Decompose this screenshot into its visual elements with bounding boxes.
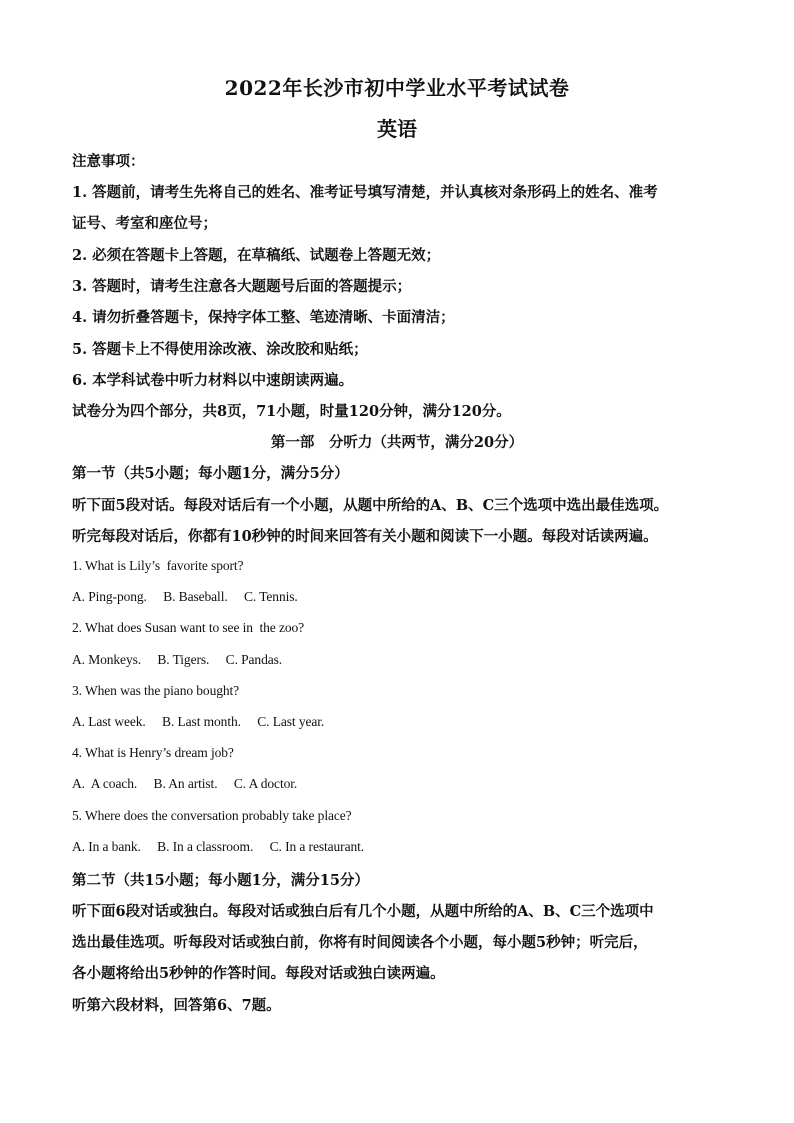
part1-heading: 第一部 分听力（共两节，满分20分）: [270, 434, 524, 451]
exam-summary: 试卷分为四个部分，共8页，71小题，时量120分钟，满分120分。: [72, 403, 511, 420]
section2-instruction: 各小题将给出5秒钟的作答时间。每段对话或独白读两遍。: [72, 965, 445, 982]
notice-heading: 注意事项：: [72, 153, 145, 170]
section2-instruction: 选出最佳选项。听每段对话或独白前，你将有时间阅读各个小题，每小题5秒钟；听完后，: [72, 934, 648, 951]
question-2: 2. What does Susan want to see in the zoo?: [72, 620, 305, 635]
exam-title: 2022年长沙市初中学业水平考试试卷: [224, 76, 570, 100]
section2-heading: 第二节（共15小题；每小题1分，满分15分）: [72, 872, 369, 889]
question-1: 1. What is Lily’s favorite sport?: [72, 558, 244, 573]
question-4-options: A. A coach. B. An artist. C. A doctor.: [72, 776, 298, 791]
question-5-options: A. In a bank. B. In a classroom. C. In a restaurant.: [72, 839, 365, 854]
question-3: 3. When was the piano bought?: [72, 683, 240, 698]
section2-instruction: 听下面6段对话或独白。每段对话或独白后有几个小题，从题中所给的A、B、C三个选项中: [72, 903, 654, 920]
section1-heading: 第一节（共5小题；每小题1分，满分5分）: [72, 465, 349, 482]
notice-item: 1. 答题前，请考生先将自己的姓名、准考证号填写清楚，并认真核对条形码上的姓名、准考: [72, 184, 658, 201]
notice-item: 证号、考室和座位号；: [72, 215, 217, 232]
material-note: 听第六段材料，回答第6、7题。: [72, 997, 281, 1014]
question-3-options: A. Last week. B. Last month. C. Last year.: [72, 714, 325, 729]
question-1-options: A. Ping-pong. B. Baseball. C. Tennis.: [72, 589, 298, 604]
notice-item: 4. 请勿折叠答题卡，保持字体工整、笔迹清晰、卡面清洁；: [72, 309, 455, 326]
notice-item: 6. 本学科试卷中听力材料以中速朗读两遍。: [72, 372, 354, 389]
question-2-options: A. Monkeys. B. Tigers. C. Pandas.: [72, 652, 283, 667]
notice-item: 5. 答题卡上不得使用涂改液、涂改胶和贴纸；: [72, 341, 368, 358]
notice-item: 3. 答题时，请考生注意各大题题号后面的答题提示；: [72, 278, 412, 295]
question-5: 5. Where does the conversation probably take place?: [72, 808, 352, 823]
notice-item: 2. 必须在答题卡上答题，在草稿纸、试题卷上答题无效；: [72, 247, 441, 264]
exam-subject: 英语: [377, 117, 417, 141]
question-4: 4. What is Henry’s dream job?: [72, 745, 234, 760]
section1-instruction: 听下面5段对话。每段对话后有一个小题，从题中所给的A、B、C三个选项中选出最佳选项。: [72, 497, 669, 514]
section1-instruction: 听完每段对话后，你都有10秒钟的时间来回答有关小题和阅读下一小题。每段对话读两遍。: [72, 528, 658, 545]
